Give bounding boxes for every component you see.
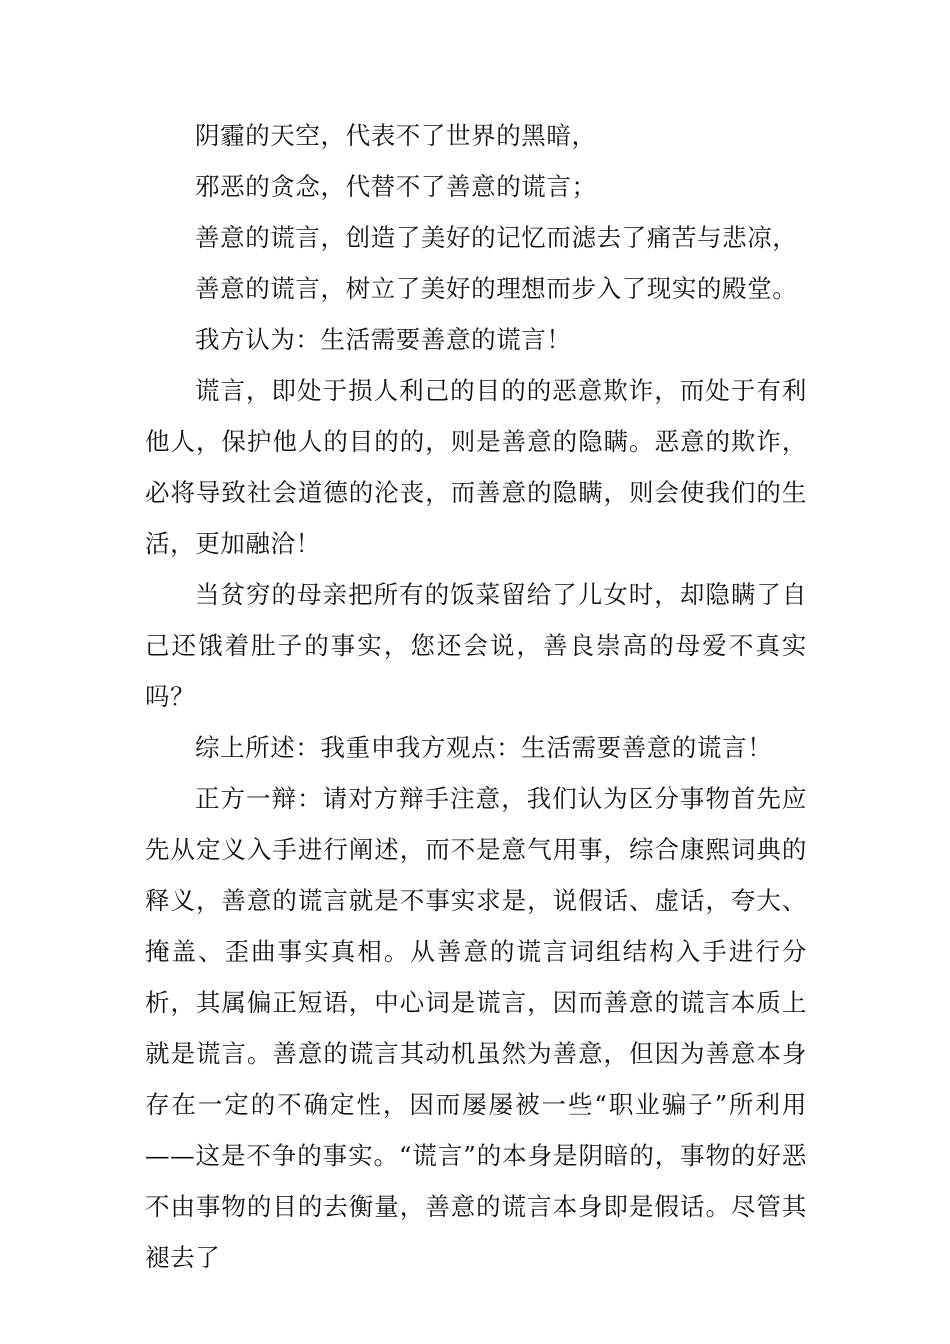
paragraph-7: 当贫穷的母亲把所有的饭菜留给了儿女时，却隐瞒了自己还饿着肚子的事实，您还会说，善良崇高的母爱不真实吗？ bbox=[145, 580, 807, 711]
paragraph-9: 正方一辩：请对方辩手注意，我们认为区分事物首先应先从定义入手进行阐述，而不是意气用事，综合康熙词典的释义，善意的谎言就是不事实求是，说假话、虚话，夸大、掩盖、歪曲事实真相。从善意的谎言词组结构入手进行分析，其属偏正短语，中心词是谎言，因而善意的谎言本质上就是谎言。善意的谎言其动机虽然为善意，但因为善意本身存在一定的不确定性，因而屡屡被一些“职业骗子”所利用——这是不争的事实。“谎言”的本身是阴暗的，事物的好恶不由事物的目的去衡量，善意的谎言本身即是假话。尽管其褪去了 bbox=[145, 784, 807, 1272]
paragraph-2: 邪恶的贪念，代替不了善意的谎言； bbox=[195, 172, 597, 201]
paragraph-4: 善意的谎言，树立了美好的理想而步入了现实的殿堂。 bbox=[195, 274, 798, 303]
paragraph-8: 综上所述：我重申我方观点：生活需要善意的谎言！ bbox=[195, 733, 773, 762]
paragraph-1: 阴霾的天空，代表不了世界的黑暗， bbox=[195, 121, 597, 150]
paragraph-3: 善意的谎言，创造了美好的记忆而滤去了痛苦与悲凉， bbox=[195, 223, 798, 252]
paragraph-6: 谎言，即处于损人利己的目的的恶意欺诈，而处于有利他人，保护他人的目的的，则是善意的隐瞒。恶意的欺诈，必将导致社会道德的沦丧，而善意的隐瞒，则会使我们的生活，更加融洽！ bbox=[145, 376, 807, 558]
paragraph-5: 我方认为：生活需要善意的谎言！ bbox=[195, 325, 572, 354]
document-body bbox=[145, 110, 807, 1283]
